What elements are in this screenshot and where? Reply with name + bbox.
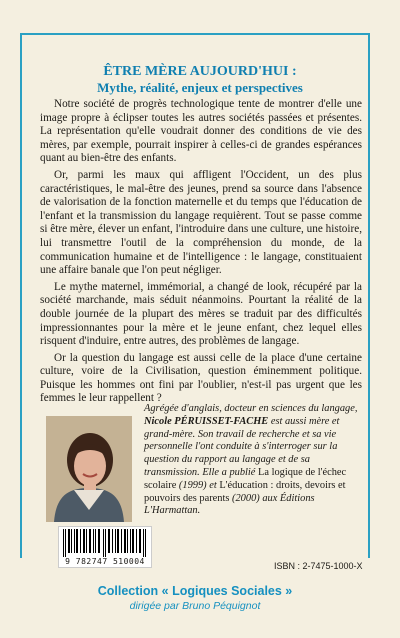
barcode-bars	[59, 527, 151, 557]
book-title-1: La logique de l'échec scolaire	[144, 466, 347, 491]
collection-name: Collection « Logiques Sociales »	[97, 584, 293, 598]
author-bio	[144, 403, 362, 518]
collection-director: dirigée par Bruno Péquignot	[129, 600, 261, 612]
blurb-paragraph-4: Or la question du langage est aussi celle de la place d'une certaine culture, voire de la Civilisation, question éminemment politique. Puisque les hommes ont fini par l'oublier, n'est-il pas urgent que les femmes le leur rappellent ?	[40, 351, 362, 405]
bio-text-2: est aussi mère et grand-mère. Son travail de recherche et sa vie personnelle l'ont conduite à s'interroger sur la question du rapport au langage et de sa transmission. Elle a publié	[144, 415, 340, 478]
barcode-digits: 9 782747 510004	[59, 557, 151, 566]
title-subtitle: Mythe, réalité, enjeux et perspectives	[97, 80, 303, 95]
book-title-2: L'éducation : droits, devoirs et pouvoirs des parents	[144, 479, 346, 504]
isbn: ISBN : 2-7475-1000-X	[274, 561, 363, 571]
blurb-paragraph-3: Le mythe maternel, immémorial, a changé de look, récupéré par la société marchande, mais séduit néanmoins. Pourtant la réalité de la double journée de la plupart des mères se traduit par des difficultés impressionnantes pour la mère et le jeune enfant, chez lequel elles risquent d'induire, entre autres, des problèmes de langage.	[40, 280, 362, 348]
author-photo	[46, 416, 132, 522]
bio-text-4: (2000) aux Éditions L'Harmattan.	[144, 492, 315, 517]
title-main: ÊTRE MÈRE AUJOURD'HUI :	[103, 64, 297, 79]
blurb	[40, 98, 362, 409]
author-photo-image	[46, 416, 132, 522]
author-name: Nicole PÉRUISSET-FACHE	[144, 415, 269, 427]
book-title	[40, 64, 360, 96]
bio-text-3: (1999) et	[176, 479, 220, 491]
barcode	[58, 526, 152, 568]
blurb-paragraph-2: Or, parmi les maux qui affligent l'Occident, un des plus caractéristiques, le mal-être des jeunes, prend sa source dans l'absence de valorisation de la fonction maternelle et du temps que l'éducation de l'enfant et la transmission du langage requièrent. Tout se passe comme si être mère, élever un enfant, l'introduire dans une culture, une histoire, lui transmettre l'outil de la compréhension du monde, de la communication humaine et de l'intelligence : le langage, constituaient une affaire banale que l'on peut négliger.	[40, 168, 362, 277]
blurb-paragraph-1: Notre société de progrès technologique tente de montrer d'elle une image propre à éclipser toutes les autres sociétés passées et présentes. La représentation qu'elle voudrait donner des conditions de vie des mères, par exemple, pourrait inspirer à celles-ci de grandes espérances quant au bien-être des enfants.	[40, 98, 362, 165]
bio-text-1: Agrégée d'anglais, docteur en sciences du langage,	[144, 403, 358, 414]
